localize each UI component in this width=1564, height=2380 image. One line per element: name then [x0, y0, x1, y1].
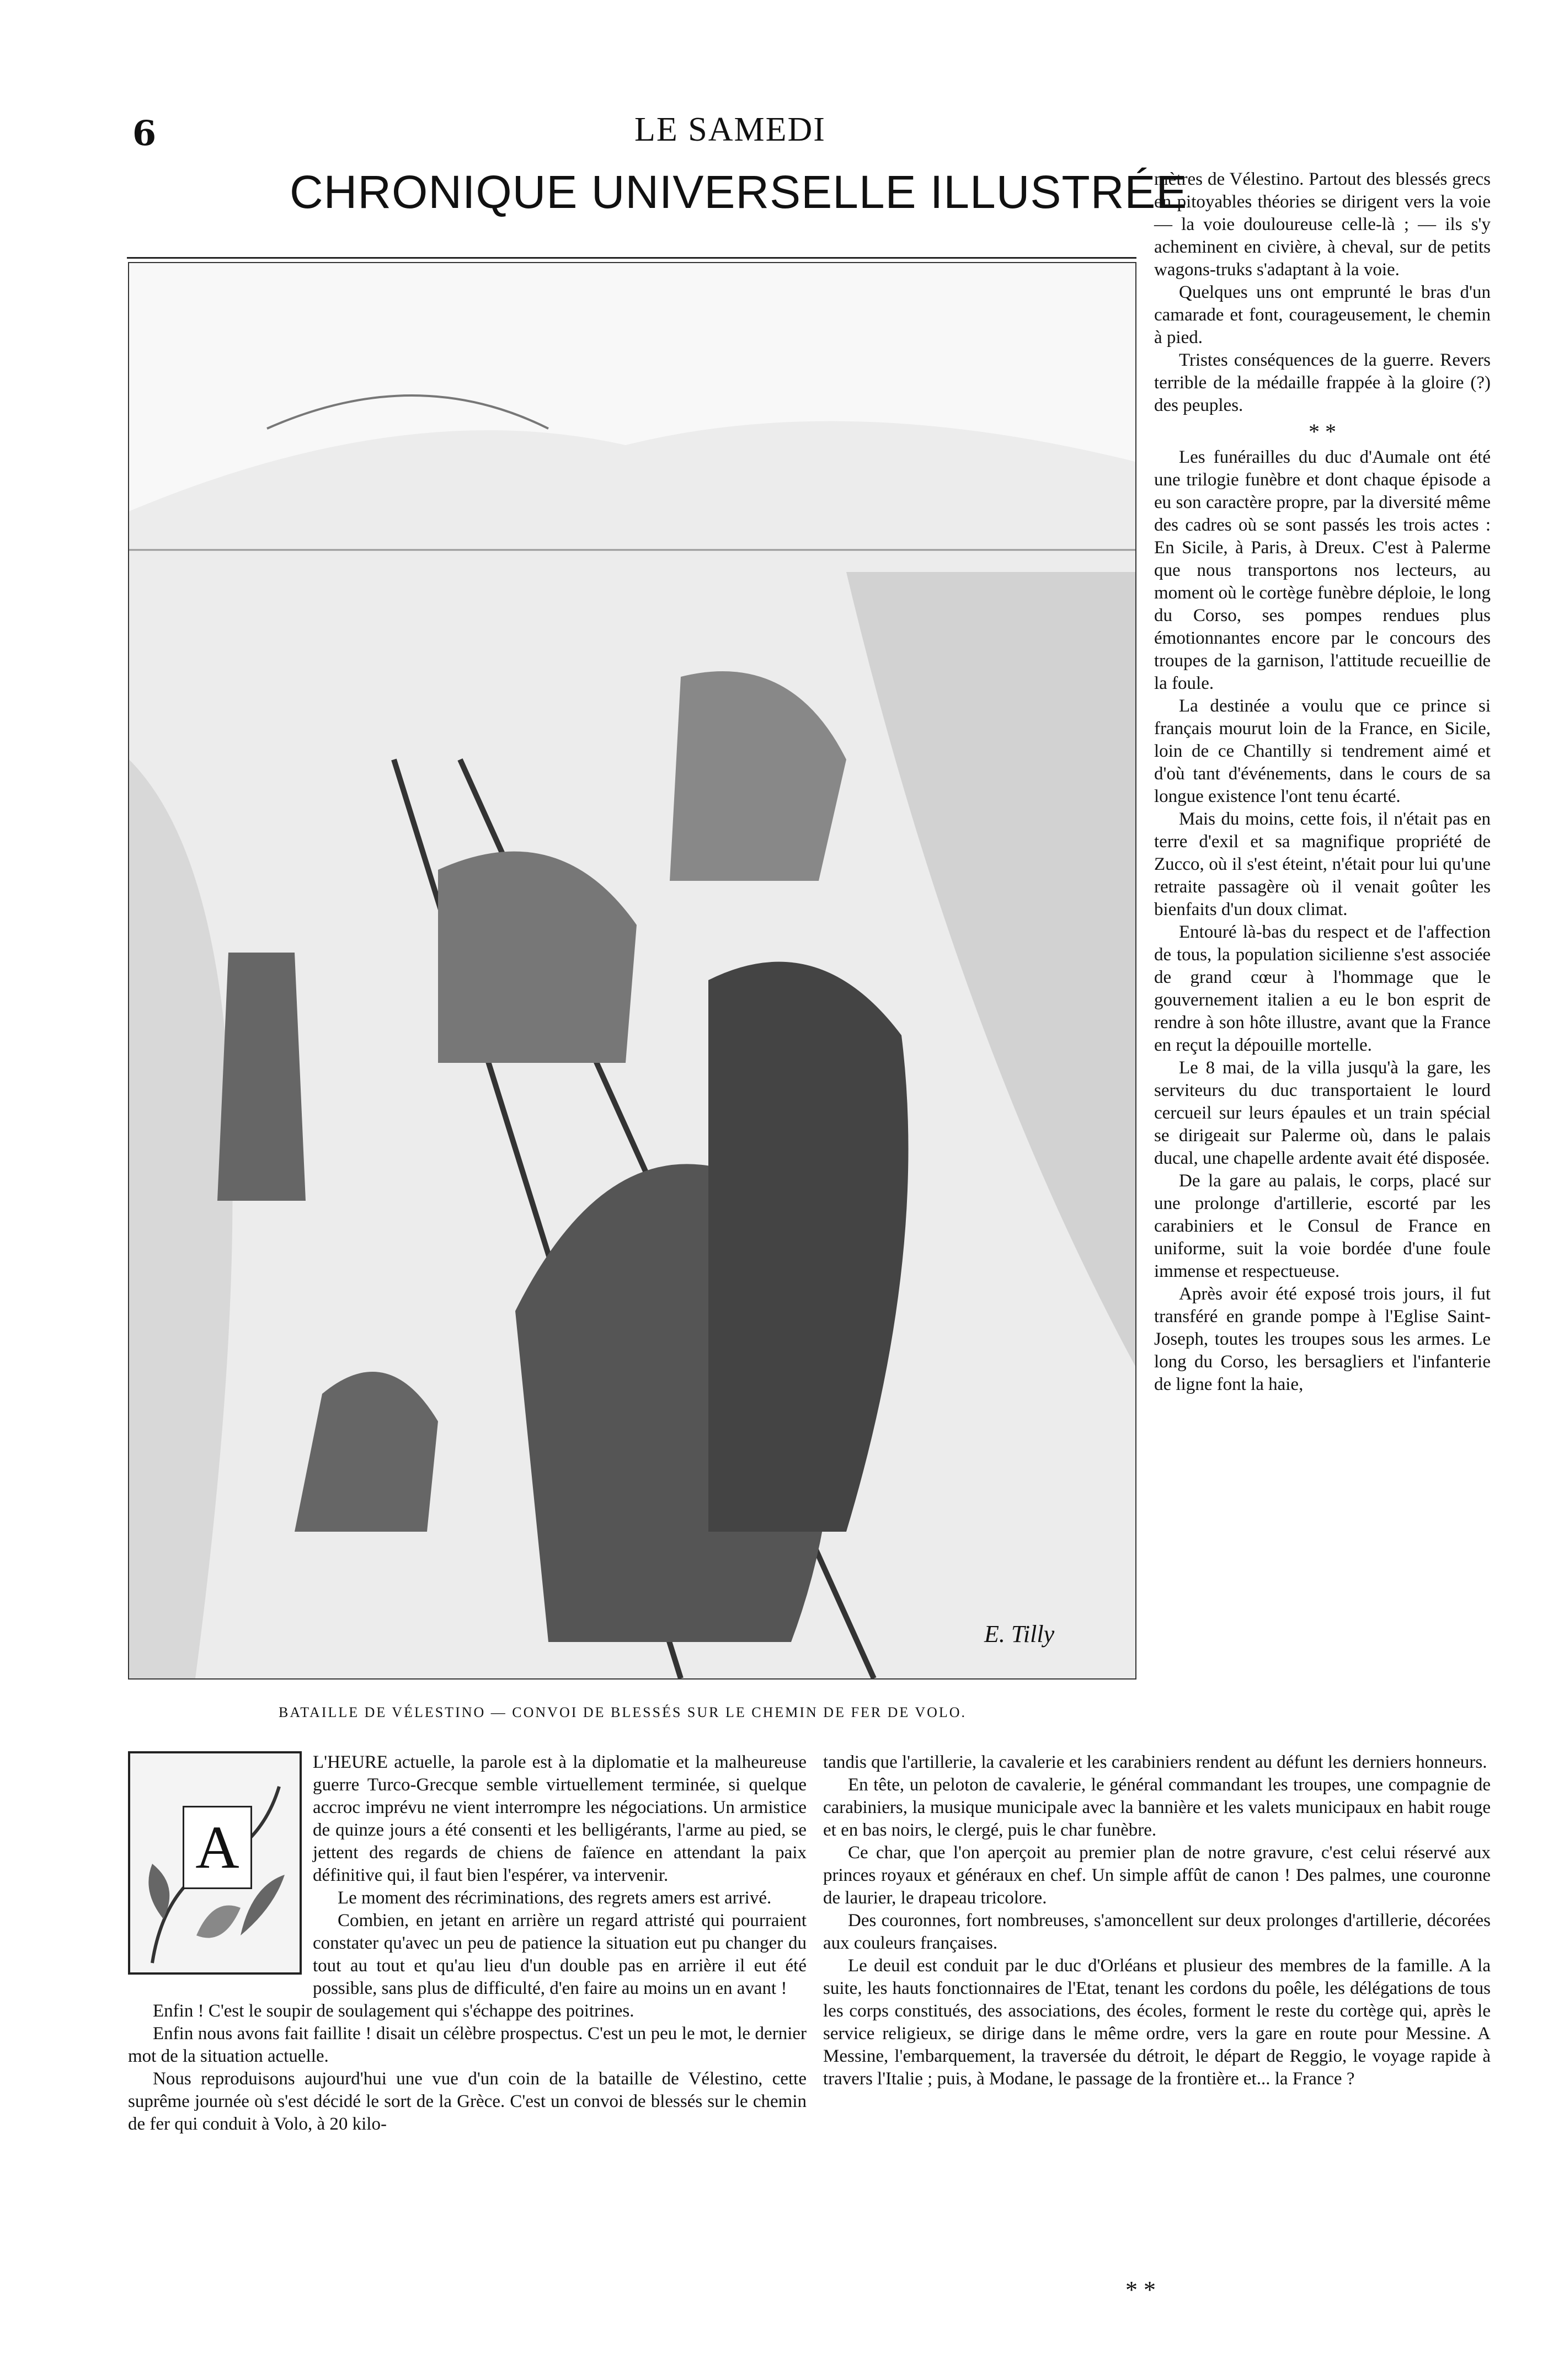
engraving-illustration: [128, 262, 1136, 1680]
right-column: [1154, 168, 1491, 1396]
artist-signature: E. Tilly: [984, 1620, 1055, 1648]
left-paragraph: Enfin nous avons fait faillite ! disait un célèbre prospectus. C'est un peu le mot, le dernier mot de la situation actuelle.: [128, 2024, 807, 2066]
end-separator: * *: [1125, 2276, 1156, 2303]
bottom-paragraph: tandis que l'artillerie, la cavalerie et les carabiniers rendent au défunt les derniers honneurs.: [823, 1752, 1487, 1772]
bottom-paragraph: En tête, un peloton de cavalerie, le général commandant les troupes, une compagnie de carabiniers, la musique municipale avec la bannière et les valets municipaux en habit rouge et en bas noirs, le clergé, puis le char funèbre.: [823, 1775, 1491, 1840]
left-paragraph: Combien, en jetant en arrière un regard attristé qui pourraient constater qu'avec un peu de patience la situation eut pu changer du tout au tout et qu'au lieu d'un double pas en arrière il eut été possible, sans plus de difficulté, d'en faire au moins un en avant !: [313, 1911, 807, 1998]
dropcap-letter: A: [183, 1806, 252, 1889]
left-bottom-column: [128, 1751, 807, 2136]
right-paragraph: Entouré là-bas du respect et de l'affection de tous, la population sicilienne s'est associée de grand cœur à l'hommage que le gouvernement italien a eu le bon esprit de rendre à son hôte illustre, avant que la France en reçut la dépouille mortelle.: [1154, 922, 1491, 1055]
left-paragraph: Le moment des récriminations, des regrets amers est arrivé.: [338, 1888, 772, 1908]
right-paragraph: Les funérailles du duc d'Aumale ont été une trilogie funèbre et dont chaque épisode a eu son caractère propre, par la diversité même des cadres où se sont passés les trois actes : En Sicile, à Paris, à Dreux. C'est à Palerme que nous transportons nos lecteurs, au moment où le cortège funèbre déploie, le long du Corso, ses pompes rendues plus émotionnantes encore par le concours des troupes de la garnison, l'attitude recueillie de la foule.: [1154, 447, 1491, 693]
right-paragraph: Le 8 mai, de la villa jusqu'à la gare, les serviteurs du duc transportaient le lourd cercueil sur leurs épaules et un train spécial se dirigeait sur Palerme où, dans le palais ducal, une chapelle ardente avait été disposée.: [1154, 1058, 1491, 1168]
illustration-caption: BATAILLE DE VÉLESTINO — CONVOI DE BLESSÉS SUR LE CHEMIN DE FER DE VOLO.: [279, 1704, 967, 1720]
right-paragraph: La destinée a voulu que ce prince si français mourut loin de la France, en Sicile, loin de ce Chantilly si tendrement aimé et d'où tant d'événements, dans le cours de sa longue existence l'ont tenu écarté.: [1154, 696, 1491, 806]
right-paragraph: mètres de Vélestino. Partout des blessés grecs en pitoyables théories se dirigent vers la voie — la voie douloureuse celle-là ; — ils s'y acheminent en civière, à cheval, sur de petits wagons-truks s'adaptant à la voie.: [1154, 169, 1491, 280]
right-paragraph: Mais du moins, cette fois, il n'était pas en terre d'exil et sa magnifique propriété de Zucco, où il s'est éteint, n'était pour lui qu'une retraite passagère où il venait goûter les bienfaits d'un doux climat.: [1154, 809, 1491, 919]
masthead: LE SAMEDI: [634, 111, 826, 148]
left-paragraph: L'HEURE actuelle, la parole est à la diplomatie et la malheureuse guerre Turco-Grecque semble virtuellement terminée, si quelque accroc imprévu ne vient interrompre les négociations. Un armistice de quinze jours a été consenti et les belligérants, l'arme au pied, se jettent des regards de chiens de faïence en attendant la paix définitive qui, il faut bien l'espérer, va intervenir.: [313, 1752, 807, 1885]
right-bottom-column: [823, 1751, 1491, 2090]
bottom-paragraph: Le deuil est conduit par le duc d'Orléans et plusieur des membres de la famille. A la suite, les hauts fonctionnaires de l'Etat, tenant les cordons du poêle, les délégations de tous les corps constitués, des associations, des écoles, forment le reste du cortège qui, après le service religieux, se dirige dans le même ordre, vers la gare en route pour Messine. A Messine, l'embarquement, la traversée du détroit, le départ de Reggio, le voyage rapide à travers l'Italie ; puis, à Modane, le passage de la frontière et... la France ?: [823, 1956, 1491, 2089]
right-paragraph: De la gare au palais, le corps, placé sur une prolonge d'artillerie, escorté par les carabiniers et le Consul de France en uniforme, suit la voie bordée d'une foule immense et respectueuse.: [1154, 1171, 1491, 1281]
right-paragraph: Tristes conséquences de la guerre. Revers terrible de la médaille frappée à la gloire (?) des peuples.: [1154, 350, 1491, 415]
bottom-paragraph: Ce char, que l'on aperçoit au premier plan de notre gravure, c'est celui réservé aux princes royaux et généraux en chef. Un simple affût de canon ! Des palmes, une couronne de laurier, le drapeau tricolore.: [823, 1843, 1491, 1908]
left-paragraph: Nous reproduisons aujourd'hui une vue d'un coin de la bataille de Vélestino, cette suprême journée où s'est décidé le sort de la Grèce. C'est un convoi de blessés sur le chemin de fer qui conduit à Volo, à 20 kilo-: [128, 2069, 807, 2134]
right-paragraph: Quelques uns ont emprunté le bras d'un camarade et font, courageusement, le chemin à pied.: [1154, 282, 1491, 347]
ornamental-dropcap: [128, 1751, 302, 1975]
header-rule: [127, 257, 1136, 259]
left-paragraph: Enfin ! C'est le soupir de soulagement qui s'échappe des poitrines.: [153, 2001, 634, 2021]
engraving-drawing: [129, 263, 1135, 1678]
bottom-paragraph: Des couronnes, fort nombreuses, s'amoncellent sur deux prolonges d'artillerie, décorées aux couleurs françaises.: [823, 1911, 1491, 1953]
page-number: 6: [132, 113, 157, 153]
page-subtitle: CHRONIQUE UNIVERSELLE ILLUSTRÉE: [290, 166, 1188, 218]
section-separator: * *: [1309, 419, 1336, 444]
right-paragraph: Après avoir été exposé trois jours, il fut transféré en grande pompe à l'Eglise Saint-Joseph, toutes les troupes sous les armes. Le long du Corso, les bersagliers et l'infanterie de ligne font la haie,: [1154, 1284, 1491, 1394]
